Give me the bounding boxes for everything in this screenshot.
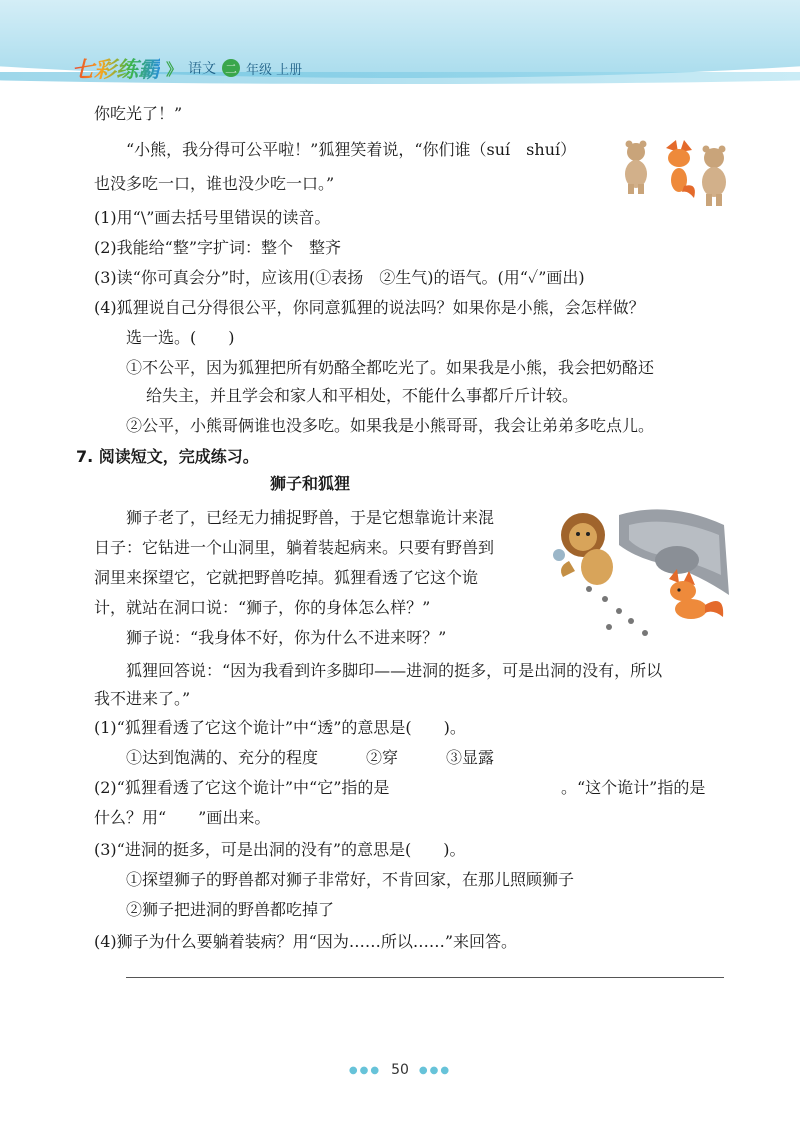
story-title: 狮子和狐狸 — [270, 474, 351, 493]
story-line: 洞里来探望它，它就把野兽吃掉。狐狸看透了它这个诡 — [94, 568, 479, 587]
story-line: 计，就站在洞口说：“狮子，你的身体怎么样？” — [94, 598, 431, 617]
header-band — [0, 0, 800, 100]
passage-line: 你吃光了！” — [94, 104, 183, 123]
option-line: 给失主，并且学会和家人和平相处，不能什么事都斤斤计较。 — [146, 386, 579, 405]
sub-question: (3)“进洞的挺多，可是出洞的没有”的意思是( )。 — [94, 840, 466, 859]
answer-line — [126, 977, 724, 978]
question-line: (4)狐狸说自己分得很公平，你同意狐狸的说法吗？如果你是小熊，会怎样做？ — [94, 298, 645, 317]
question-line: (3)读“你可真会分”时，应该用(①表扬 ②生气)的语气。(用“✓”画出) — [94, 268, 585, 287]
grade-badge: 二 — [222, 59, 240, 77]
lion-and-fox-illustration — [549, 505, 729, 640]
option-line: ②狮子把进洞的野兽都吃掉了 — [126, 900, 335, 919]
sub-question: 什么？用“ ”画出来。 — [94, 808, 271, 827]
sub-question: (2)“狐狸看透了它这个诡计”中“它”指的是 — [94, 778, 390, 797]
page-footer — [0, 1058, 800, 1082]
sub-question-cont: 。“这个诡计”指的是 — [561, 778, 706, 797]
sub-question: (4)狮子为什么要躺着装病？用“因为……所以……”来回答。 — [94, 932, 518, 951]
page-number: 50 — [391, 1062, 409, 1078]
story-line: 我不进来了。” — [94, 689, 191, 708]
story-line: 狮子说：“我身体不好，你为什么不进来呀？” — [126, 628, 447, 647]
brand-logo: 七彩练霸 — [72, 53, 160, 84]
question-heading: 7. 阅读短文，完成练习。 — [76, 447, 259, 466]
option-line: ①不公平，因为狐狸把所有奶酪全都吃光了。如果我是小熊，我会把奶酪还 — [126, 358, 655, 377]
sub-question: (1)“狐狸看透了它这个诡计”中“透”的意思是( )。 — [94, 718, 466, 737]
header-brand — [72, 54, 302, 82]
question-line: (1)用“\”画去括号里错误的读音。 — [94, 208, 331, 227]
story-line: 狮子老了，已经无力捕捉野兽，于是它想靠诡计来混 — [126, 508, 495, 527]
subject-label: 语文 — [188, 61, 217, 77]
story-line: 狐狸回答说：“因为我看到许多脚印——进洞的挺多，可是出洞的没有，所以 — [126, 661, 663, 680]
story-line: 日子：它钻进一个山洞里，躺着装起病来。只要有野兽到 — [94, 538, 495, 557]
passage-line: “小熊，我分得可公平啦！”狐狸笑着说，“你们谁（suí shuí） — [126, 140, 577, 159]
chevron-icon: 》 — [166, 59, 183, 79]
bears-and-fox-illustration — [618, 138, 730, 210]
question-line: 选一选。( ) — [126, 328, 235, 347]
question-line: (2)我能给“整”字扩词：整个 整齐 — [94, 238, 342, 257]
option-line: ①探望狮子的野兽都对狮子非常好，不肯回家，在那儿照顾狮子 — [126, 870, 575, 889]
passage-line: 也没多吃一口，谁也没少吃一口。” — [94, 174, 335, 193]
dots-right-icon: ●●● — [418, 1064, 452, 1076]
option-line: ①达到饱满的、充分的程度 ②穿 ③显露 — [126, 748, 495, 767]
grade-label: 年级 上册 — [246, 62, 303, 78]
dots-left-icon: ●●● — [348, 1064, 382, 1076]
option-line: ②公平，小熊哥俩谁也没多吃。如果我是小熊哥哥，我会让弟弟多吃点儿。 — [126, 416, 655, 435]
